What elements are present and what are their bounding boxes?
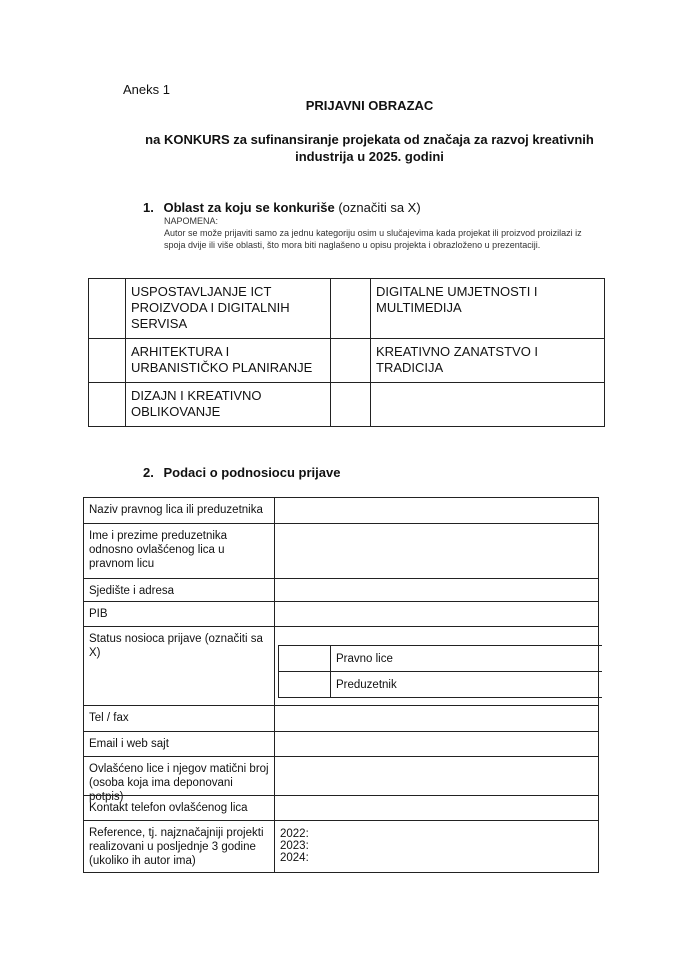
row-label: Sjedište i adresa (83, 578, 275, 602)
row-label: Reference, tj. najznačajniji projekti realizovani u posljednje 3 godine (ukoliko ih autor ima) (83, 820, 275, 873)
category-cell: DIGITALNE UMJETNOSTI I MULTIMEDIJA (370, 278, 605, 339)
row-label: Email i web sajt (83, 731, 275, 757)
category-checkbox[interactable] (88, 382, 126, 427)
section2-heading (143, 465, 340, 480)
section1-note (164, 215, 604, 251)
category-empty-cell (370, 382, 605, 427)
row-value-field[interactable] (274, 756, 599, 796)
row-value-field[interactable] (274, 820, 599, 873)
annex-label: Aneks 1 (123, 82, 170, 97)
row-value-field[interactable] (274, 705, 599, 732)
row-value-field[interactable] (274, 497, 599, 524)
form-subtitle (30, 131, 679, 165)
category-cell: DIZAJN I KREATIVNO OBLIKOVANJE (125, 382, 331, 427)
status-option: Pravno lice (330, 645, 602, 672)
note-text: Autor se može prijaviti samo za jednu kategoriju osim u slučajevima kada projekat ili proizvod proizilazi iz spoja dvije ili više oblasti, što mora biti naglašeno u opisu projekta i obrazloženo u prezentaciji. (164, 228, 582, 250)
row-value-field[interactable] (274, 601, 599, 627)
section1-number: 1. (143, 200, 154, 215)
reference-year: 2022: (280, 828, 309, 840)
category-cell: KREATIVNO ZANATSTVO I TRADICIJA (370, 338, 605, 383)
section2-title: Podaci o podnosiocu prijave (163, 465, 341, 480)
row-label: Naziv pravnog lica ili preduzetnika (83, 497, 275, 524)
section1-heading (143, 200, 421, 215)
reference-year: 2024: (280, 852, 309, 864)
category-checkbox[interactable] (330, 382, 371, 427)
category-checkbox[interactable] (330, 278, 371, 339)
subtitle-line-1: na KONKURS za sufinansiranje projekata od značaja za razvoj kreativnih (145, 132, 594, 147)
row-label: PIB (83, 601, 275, 627)
category-cell: USPOSTAVLJANJE ICT PROIZVODA I DIGITALNIH SERVISA (125, 278, 331, 339)
category-checkbox[interactable] (330, 338, 371, 383)
category-checkbox[interactable] (88, 338, 126, 383)
category-cell: ARHITEKTURA I URBANISTIČKO PLANIRANJE (125, 338, 331, 383)
row-label: Status nosioca prijave (označiti sa X) (83, 626, 275, 706)
row-value-field[interactable] (274, 578, 599, 602)
subtitle-line-2: industrija u 2025. godini (295, 149, 444, 164)
status-option: Preduzetnik (330, 671, 602, 698)
row-value-field[interactable] (274, 731, 599, 757)
row-label: Ovlašćeno lice i njegov matični broj (osoba koja ima deponovani potpis) (83, 756, 275, 796)
row-label: Tel / fax (83, 705, 275, 732)
form-title: PRIJAVNI OBRAZAC (305, 98, 434, 113)
row-value-field[interactable] (274, 795, 599, 821)
row-value-field[interactable] (274, 523, 599, 579)
row-label: Kontakt telefon ovlašćenog lica (83, 795, 275, 821)
section1-hint: (označiti sa X) (334, 200, 421, 215)
section1-title: Oblast za koju se konkuriše (163, 200, 335, 215)
status-checkbox[interactable] (278, 671, 331, 698)
status-checkbox[interactable] (278, 645, 331, 672)
reference-year: 2023: (280, 840, 309, 852)
row-label: Ime i prezime preduzetnika odnosno ovlašćenog lica u pravnom licu (83, 523, 275, 579)
section2-number: 2. (143, 465, 154, 480)
note-label: NAPOMENA: (164, 216, 219, 226)
category-checkbox[interactable] (88, 278, 126, 339)
